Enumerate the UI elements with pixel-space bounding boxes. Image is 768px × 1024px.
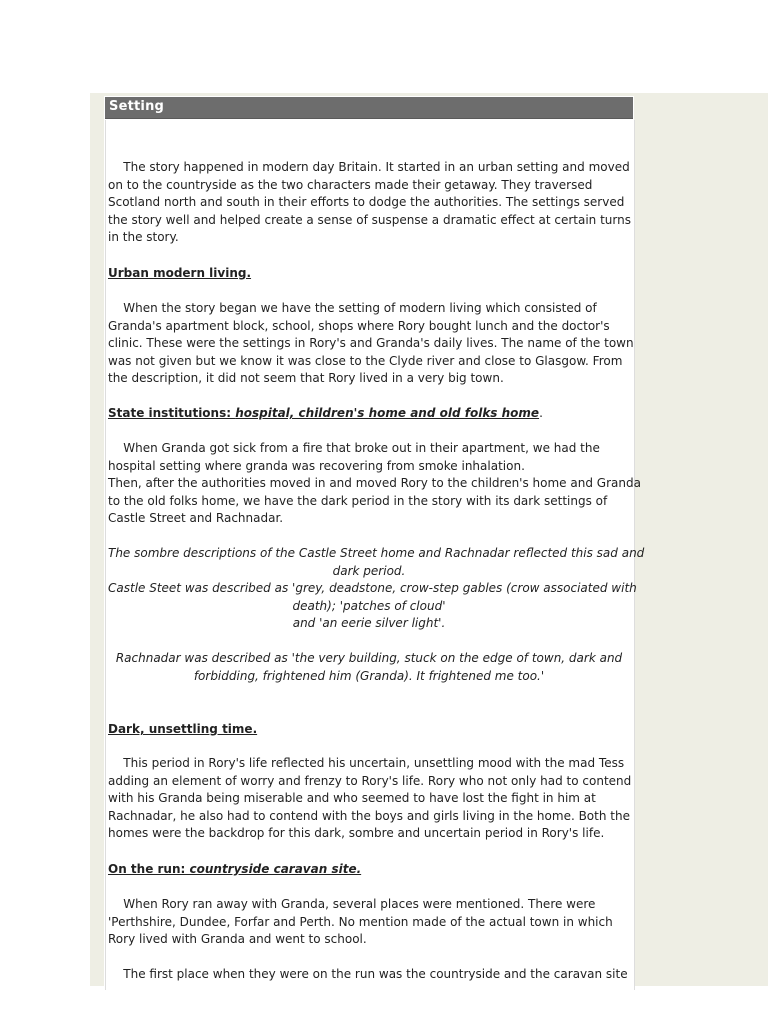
institutions-heading-plain: State institutions:	[108, 406, 236, 420]
text-line: Granda's apartment block, school, shops where Rory bought lunch and the doctor's	[108, 318, 610, 333]
text-line: When Rory ran away with Granda, several places were mentioned. There were	[108, 897, 596, 911]
urban-heading: Urban modern living.	[108, 266, 252, 280]
run-heading-italic: countryside caravan site.	[189, 862, 362, 876]
institutions-heading-end: .	[539, 406, 543, 420]
text-line: in the story.	[108, 230, 179, 244]
quote-line: Castle Steet was described as 'grey, deadstone, crow-step gables (crow associated with	[108, 581, 637, 595]
institutions-heading-italic: hospital, children's home and old folks home	[235, 406, 540, 420]
quote-line: forbidding, frightened him (Granda). It frightened me too.'	[193, 668, 545, 683]
quote-line: death); 'patches of cloud'	[292, 598, 446, 613]
text-line: When Granda got sick from a fire that broke out in their apartment, we had the	[108, 441, 600, 455]
dark-paragraph	[108, 755, 630, 843]
section-title: Setting	[109, 99, 165, 114]
text-line: hospital setting where granda was recovering from smoke inhalation.	[108, 458, 525, 473]
quote-line: dark period.	[332, 563, 406, 578]
text-line: This period in Rory's life reflected his uncertain, unsettling mood with the mad Tess	[108, 756, 625, 770]
text-line: The first place when they were on the run was the countryside and the caravan site	[108, 967, 628, 981]
text-line: with his Granda being miserable and who seemed to have lost the fight in him at	[108, 791, 596, 805]
quote-line: and 'an eerie silver light'.	[292, 616, 446, 630]
text-line: Rory lived with Granda and went to school.	[108, 932, 367, 946]
quote-block	[108, 650, 630, 685]
text-line: Rachnadar, he also had to contend with the boys and girls living in the home. Both the	[108, 808, 630, 823]
text-line: Castle Street and Rachnadar.	[108, 511, 284, 525]
text-line: When the story began we have the setting of modern living which consisted of	[108, 301, 597, 315]
text-line: the description, it did not seem that Rory lived in a very big town.	[108, 371, 504, 385]
text-line: the story well and helped create a sense of suspense a dramatic effect at certain turns	[108, 212, 631, 227]
run-heading	[108, 861, 630, 879]
text-line: adding an element of worry and frenzy to Rory's life. Rory who not only had to contend	[108, 773, 632, 788]
quote-line: Rachnadar was described as 'the very building, stuck on the edge of town, dark and	[115, 651, 623, 665]
run-heading-plain: On the run:	[108, 862, 190, 876]
dark-heading: Dark, unsettling time.	[108, 722, 258, 736]
text-line: 'Perthshire, Dundee, Forfar and Perth. No mention made of the actual town in which	[108, 914, 613, 929]
intro-paragraph	[108, 159, 630, 247]
institutions-paragraph	[108, 440, 641, 528]
text-line: homes were the backdrop for this dark, sombre and uncertain period in Rory's life.	[108, 826, 605, 840]
run-paragraph	[108, 896, 630, 949]
section-header	[105, 97, 633, 119]
text-line: clinic. These were the settings in Rory's and Granda's daily lives. The name of the town	[108, 336, 634, 350]
urban-paragraph	[108, 300, 634, 388]
quote-block	[108, 545, 645, 633]
institutions-heading	[108, 405, 630, 423]
text-line: was not given but we know it was close to the Clyde river and close to Glasgow. From	[108, 353, 623, 368]
text-line: Scotland north and south in their efforts to dodge the authorities. The settings served	[108, 195, 625, 209]
text-line: on to the countryside as the two characters made their getaway. They traversed	[108, 177, 593, 192]
text-line: The story happened in modern day Britain. It started in an urban setting and moved	[108, 160, 630, 174]
quote-line: The sombre descriptions of the Castle Street home and Rachnadar reflected this sad and	[108, 546, 645, 560]
text-line: to the old folks home, we have the dark period in the story with its dark settings of	[108, 493, 608, 508]
run-last-paragraph	[108, 966, 630, 984]
text-line: Then, after the authorities moved in and moved Rory to the children's home and Granda	[108, 476, 641, 490]
